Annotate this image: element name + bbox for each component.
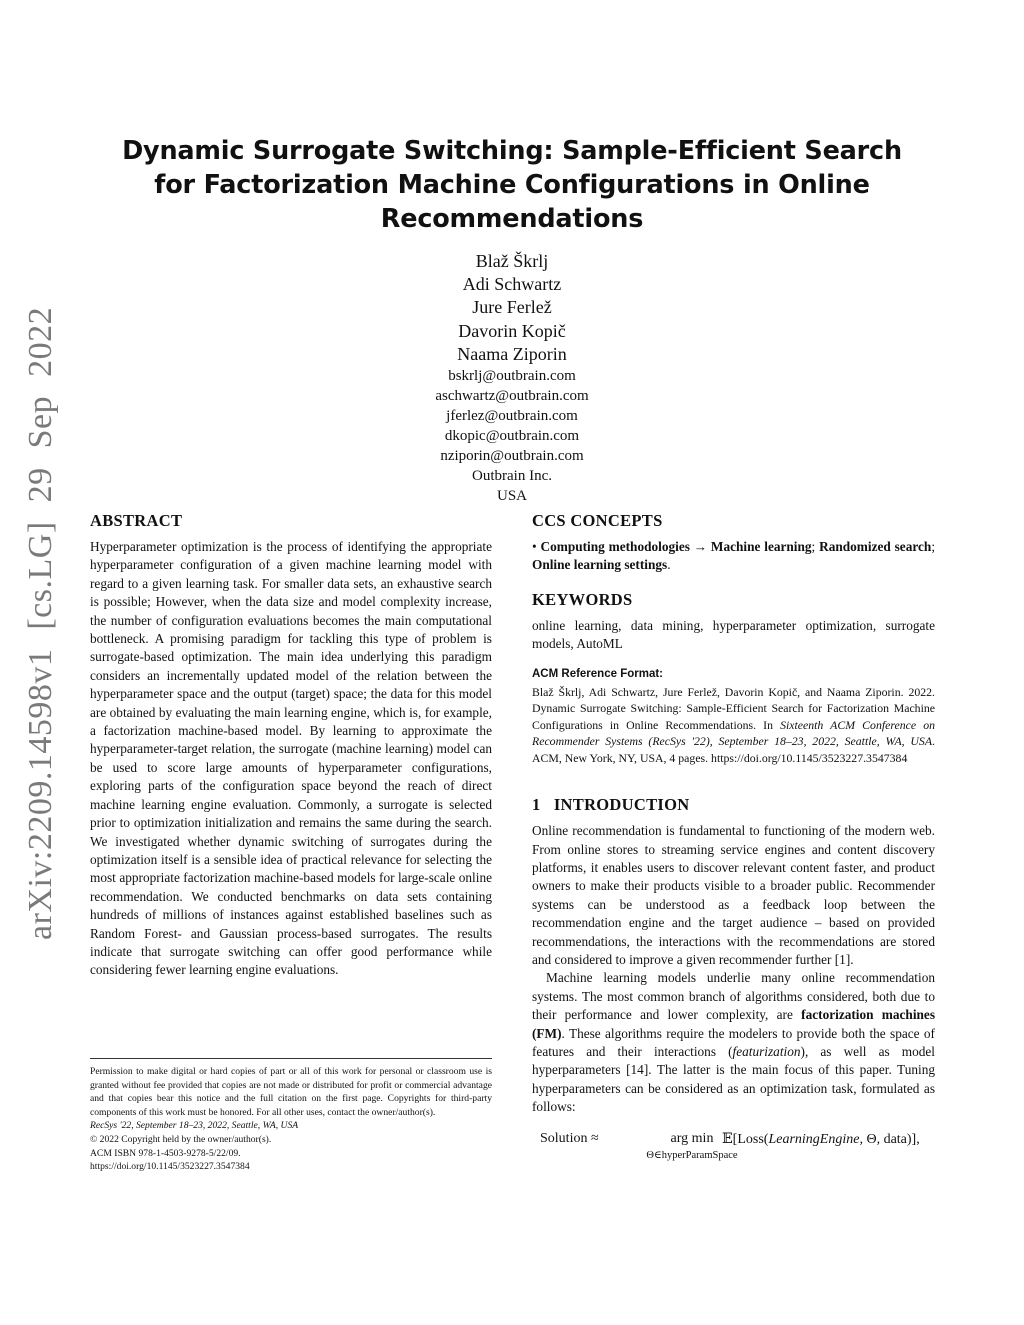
doi-link[interactable]: https://doi.org/10.1145/3523227.3547384: [90, 1161, 250, 1173]
intro-heading: 1 INTRODUCTION: [532, 795, 690, 815]
author-name: Naama Ziporin: [457, 343, 567, 364]
intro-paragraph-1: Online recommendation is fundamental to functioning of the modern web. From online stores to streaming service engines and content discovery platforms, it enables users to discover relevant content faster, and product owners to make their products visible to a broader public. Recommender systems can be understood as a feedback loop between the recommendation engine and the target audience – based on provided recommendations, the interactions with the recommendations are stored and considered to improve a given recommender further [1].: [532, 823, 935, 967]
permission-text: Permission to make digital or hard copies of part or all of this work for personal or classroom use is granted without fee provided that copies are not made or distributed for profit or commercial advantage and that copies bear this notice and the full citation on the first page. Copyrights for third-party components of this work must be honored. For all other uses, contact the owner/author(s).: [90, 1066, 492, 1118]
isbn-text: ACM ISBN 978-1-4503-9278-5/22/09.: [90, 1147, 241, 1159]
left-column: [90, 510, 492, 980]
ccs-heading: CCS CONCEPTS: [532, 511, 663, 530]
author-email: aschwartz@outbrain.com: [435, 388, 589, 405]
author-email: jferlez@outbrain.com: [446, 408, 578, 425]
acm-reference: Blaž Škrlj, Adi Schwartz, Jure Ferlež, Davorin Kopič, and Naama Ziporin. 2022. Dynamic Surrogate Switching: Sample-Efficient Search for Factorization Machine Configurations in Online Recommendations. In Sixteenth ACM Conference on Recommender Systems (RecSys '22), September 18–23, 2022, Seattle, WA, USA. ACM, New York, NY, USA, 4 pages. https://doi.org/10.1145/3523227.3547384: [532, 684, 935, 765]
equation-rhs: 𝔼[Loss(LearningEngine, Θ, data)],: [722, 1131, 920, 1147]
author-email: bskrlj@outbrain.com: [448, 368, 576, 385]
keywords-heading: KEYWORDS: [532, 589, 633, 609]
affiliation: Outbrain Inc.: [472, 468, 552, 485]
copyright-text: © 2022 Copyright held by the owner/author(s).: [90, 1133, 272, 1145]
acm-ref-heading: ACM Reference Format:: [532, 667, 663, 680]
abstract-text: Hyperparameter optimization is the process of identifying the appropriate hyperparameter configuration of a given machine learning model with regard to a given learning task. For smaller data sets, an exhaustive search is possible; However, when the data size and model complexity increase, the number of configuration evaluations becomes the main computational bottleneck. A promising paradigm for tackling this type of problem is surrogate-based optimization. The main idea underlying this paradigm considers an incrementally updated model of the relation between the hyperparameter space and the output (target) space; the data for this model are obtained by evaluating the main learning engine, which is, for example, a factorization machine-based model. By learning to approximate the hyperparameter-target relation, the surrogate (machine learning) model can be used to score large amounts of hyperparameter configurations, exploring parts of the configuration space beyond the reach of direct machine learning engine evaluation. Commonly, a surrogate is selected prior to optimization initialization and remains the same during the search. We investigated whether dynamic switching of surrogates during the optimization itself is a sensible idea of practical relevance for selecting the most appropriate factorization machine-based models for large-scale online recommendation. We conducted benchmarks on data sets containing hundreds of millions of instances against established baselines such as Random Forest- and Gaussian process-based surrogates. The results indicate that surrogate switching can offer good performance while considering fewer learning engine evaluations.: [90, 539, 492, 978]
paper-title: Dynamic Surrogate Switching: Sample-Efficient Search for Factorization Machine Configurations in Online Recommendations: [122, 136, 902, 234]
author-name: Davorin Kopič: [458, 320, 566, 341]
equation-argmin: arg min: [670, 1130, 714, 1146]
author-email: dkopic@outbrain.com: [444, 428, 580, 445]
intro-paragraph-2: Machine learning models underlie many online recommendation systems. The most common branch of algorithms considered, both due to their performance and lower complexity, are factorization machines (FM). These algorithms require the modelers to provide both the space of features and their interactions (featurization), as well as model hyperparameters [14]. The latter is the main focus of this paper. Tuning hyperparameters can be considered as an optimization task, formulated as follows:: [532, 970, 935, 1115]
author-name: Adi Schwartz: [462, 274, 562, 295]
author-email: nziporin@outbrain.com: [440, 448, 584, 465]
author-name: Blaž Škrlj: [475, 251, 549, 271]
arxiv-sidebar: arXiv:2209.14598v1 [cs.LG] 29 Sep 2022: [22, 306, 59, 940]
copyright-footnote: [90, 1058, 492, 1174]
author-name: Jure Ferlež: [472, 297, 552, 318]
abstract-heading: ABSTRACT: [90, 511, 183, 530]
equation-subscript: Θ∈hyperParamSpace: [646, 1149, 738, 1161]
optimization-equation: [532, 1131, 935, 1167]
equation-lhs: Solution ≈: [540, 1130, 599, 1146]
ccs-concepts: • Computing methodologies → Machine learning; Randomized search; Online learning settings.: [532, 539, 936, 573]
country: USA: [496, 488, 527, 505]
author-block: [312, 250, 712, 506]
venue-text: RecSys '22, September 18–23, 2022, Seattle, WA, USA: [90, 1120, 299, 1132]
right-column: [532, 510, 935, 1167]
keywords-text: online learning, data mining, hyperparameter optimization, surrogate models, AutoML: [532, 617, 935, 652]
